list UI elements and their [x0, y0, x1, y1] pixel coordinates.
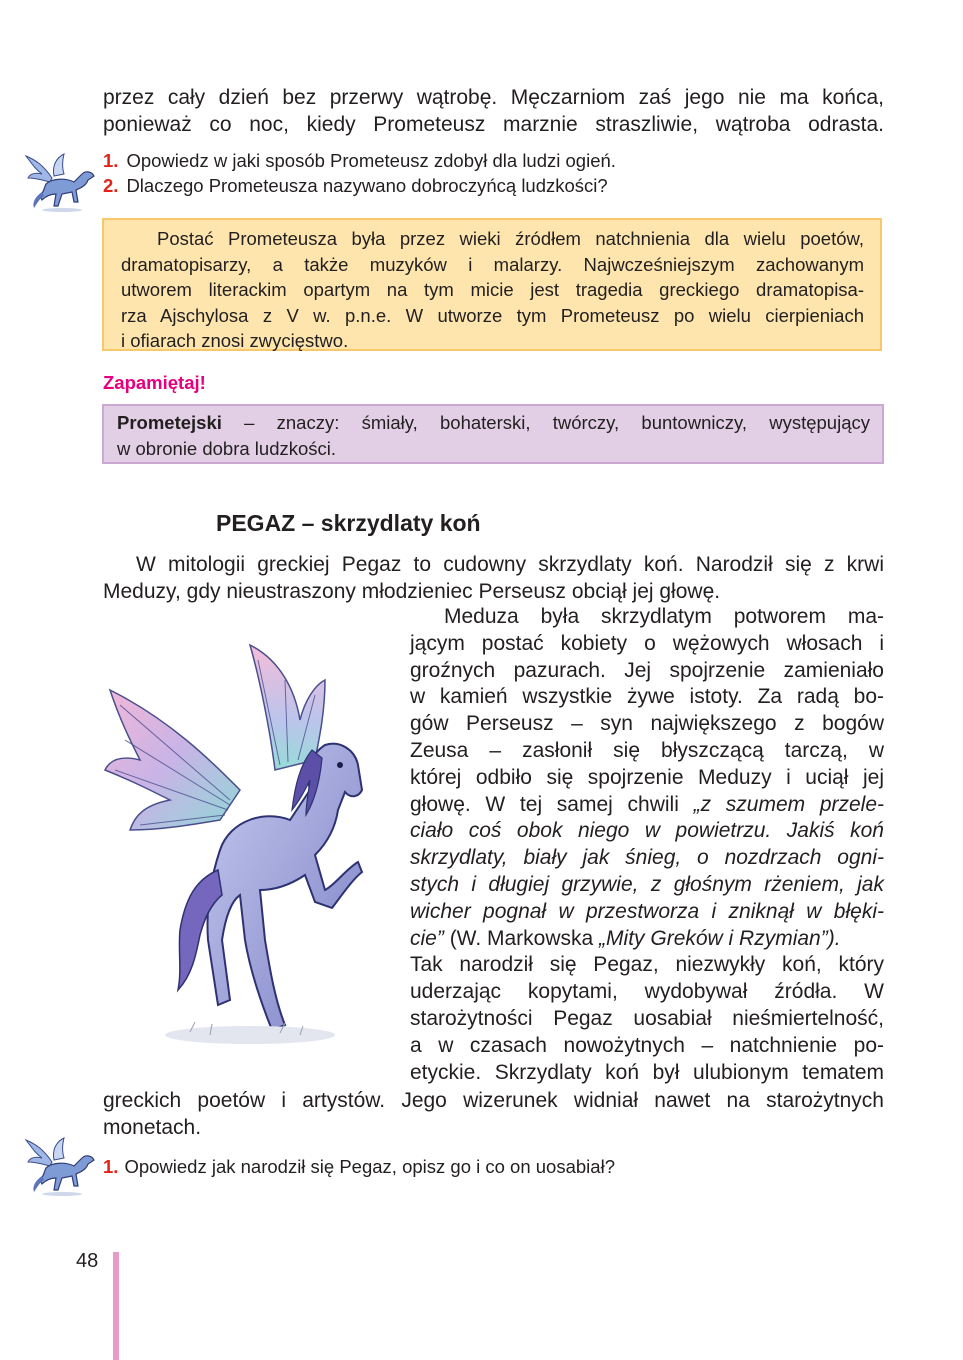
text-line: w kamień wszystkie żywe istoty. Za radą bo-: [410, 685, 884, 709]
page-edge-bar: [113, 1252, 119, 1360]
quote-fragment: cie”: [410, 926, 450, 950]
quote-line: skrzydlaty, biały jak śnieg, o nozdrzach ogni-: [410, 846, 884, 870]
question-number: 2.: [103, 175, 119, 196]
remember-line: w obronie dobra ludzkości.: [117, 437, 337, 459]
question-list: [103, 1154, 615, 1179]
info-box: [102, 218, 882, 351]
text-line: przez cały dzień bez przerwy wątrobę. Męczarniom zaś jego nie ma końca,: [103, 86, 884, 109]
text-line: [410, 792, 884, 819]
closing-paragraph: [103, 1087, 884, 1141]
text-line: Zeusa – zasłonił się błyszczącą tarczą, w: [410, 738, 884, 762]
question-text: Opowiedz w jaki sposób Prometeusz zdobył dla ludzi ogień.: [126, 150, 616, 171]
info-line: Postać Prometeusza była przez wieki źródłem natchnienia dla wielu poetów,: [157, 228, 864, 249]
question-number: 1.: [103, 1156, 119, 1177]
text-line: W mitologii greckiej Pegaz to cudowny skrzydlaty koń. Narodził się z krwi: [136, 553, 884, 576]
info-line: rza Ajschylosa z V w. p.n.e. W utworze tym Prometeusz po wielu cierpieniach: [121, 304, 864, 326]
section-title: PEGAZ – skrzydlaty koń: [216, 510, 481, 536]
text-line: greckich poetów i artystów. Jego wizerunek widniał nawet na starożytnych: [103, 1089, 884, 1112]
quote-line: ciało coś obok niego w powietrzu. Jakiś koń: [410, 819, 884, 843]
text-line: gów Perseusz – syn największego z bogów: [410, 712, 884, 736]
pegasus-illustration: [100, 640, 392, 1050]
question-number: 1.: [103, 150, 119, 171]
text-line: monetach.: [103, 1116, 202, 1139]
text-fragment: głowę. W tej samej chwili: [410, 792, 694, 816]
text-line: etyckie. Skrzydlaty koń był ulubionym tematem: [410, 1060, 884, 1084]
quote-line: stych i długiej grzywie, z głośnym rżeniem, jak: [410, 872, 884, 896]
info-line: i ofiarach znosi zwycięstwo.: [121, 330, 349, 351]
quote-fragment: „z szumem przele-: [693, 792, 885, 816]
citation-author: (W. Markowska: [449, 926, 600, 950]
text-line: Meduza była skrzydlatym potworem ma-: [444, 605, 884, 628]
intro-paragraph: [103, 551, 884, 605]
info-line: dramatopisarzy, a także muzyków i malarzy. Najwcześniejszym zachowanym: [121, 253, 864, 275]
question-item: [103, 1154, 615, 1179]
remember-line: [117, 410, 870, 436]
pegasus-column-text: [410, 604, 884, 1086]
text-line: której odbiło się spojrzenie Meduzy i uciął jej: [410, 765, 884, 789]
question-item: [103, 173, 616, 198]
text-line: ponieważ co noc, kiedy Prometeusz marznie straszliwie, wątroba odrasta.: [103, 113, 884, 136]
text-line: Tak narodził się Pegaz, niezwykły koń, który: [410, 953, 884, 977]
top-paragraph: [103, 84, 884, 138]
question-text: Opowiedz jak narodził się Pegaz, opisz go i co on uosabiał?: [124, 1156, 615, 1177]
info-line: utworem literackim opartym na tym micie jest tragedia greckiego dramatopisa-: [121, 279, 864, 300]
question-text: Dlaczego Prometeusza nazywano dobroczyńcą ludzkości?: [126, 175, 608, 196]
text-line: a w czasach nowożytnych – natchnienie po-: [410, 1033, 884, 1057]
remember-heading: Zapamiętaj!: [103, 372, 206, 393]
remember-definition: – znaczy: śmiały, bohaterski, twórczy, buntowniczy, występujący: [221, 412, 870, 433]
question-list: [103, 148, 616, 198]
citation-title: „Mity Greków i Rzymian”).: [599, 926, 841, 950]
page-number: 48: [76, 1250, 99, 1272]
text-line: jącym postać kobiety o wężowych włosach i: [410, 631, 884, 655]
pegasus-icon: [22, 1136, 104, 1198]
text-line: uderzając kopytami, wydobywał źródła. W: [410, 980, 884, 1004]
text-line: groźnych pazurach. Jej spojrzenie zamieniało: [410, 658, 884, 682]
question-item: [103, 148, 616, 173]
quote-line: wicher pognał w przestworza i zniknął w błęki-: [410, 899, 884, 923]
text-line: starożytności Pegaz uosabiał nieśmiertelność,: [410, 1006, 884, 1030]
citation-line: [410, 926, 884, 953]
remember-term: Prometejski: [117, 412, 222, 433]
text-line: Meduzy, gdy nieustraszony młodzieniec Perseusz obciął jej głowę.: [103, 580, 721, 603]
remember-box: [102, 404, 884, 464]
pegasus-icon: [22, 152, 104, 214]
